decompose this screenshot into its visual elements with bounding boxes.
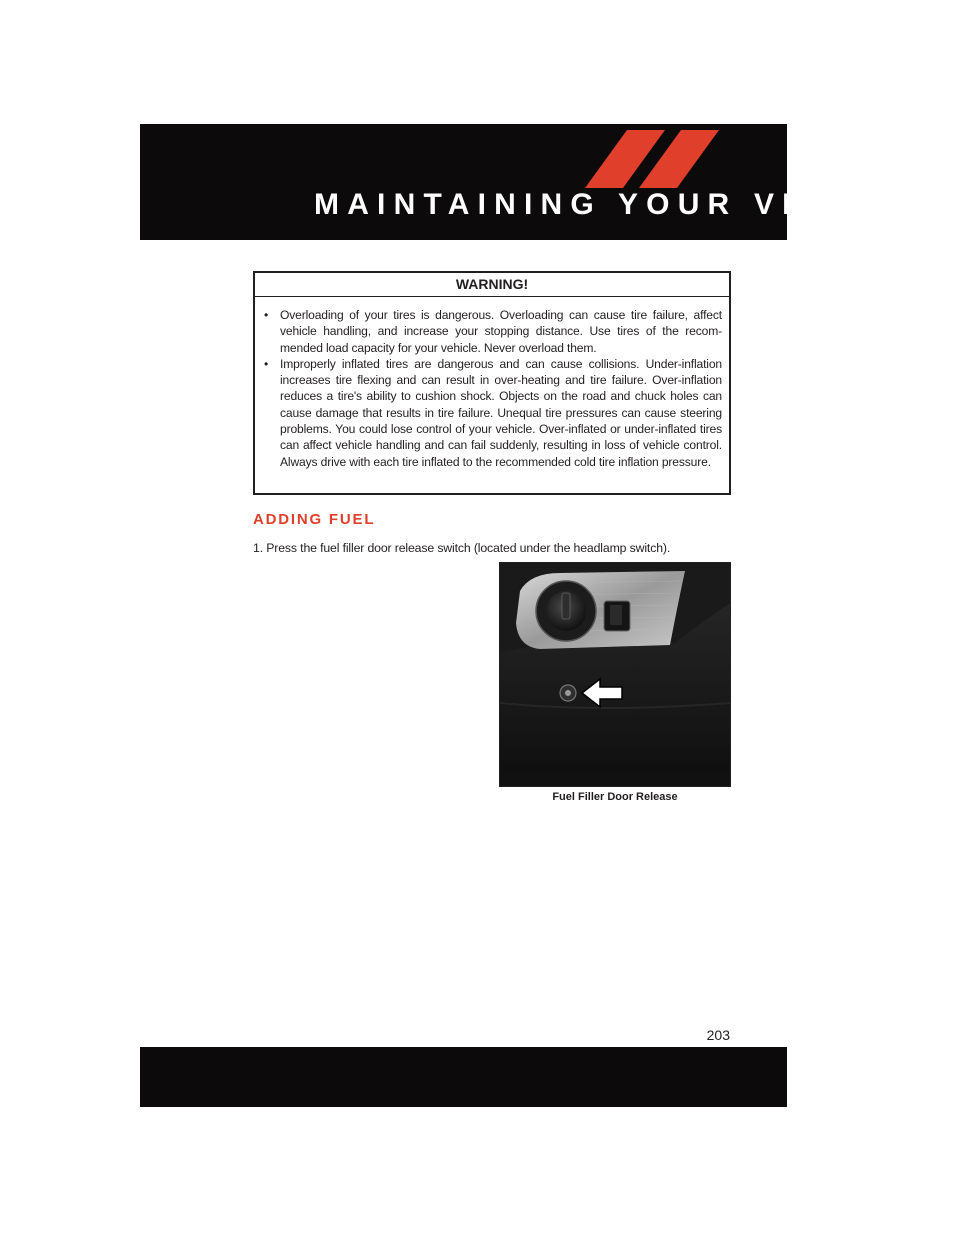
chapter-header-band bbox=[140, 124, 942, 240]
fuel-filler-door-release-photo bbox=[499, 562, 731, 787]
bullet-icon: • bbox=[264, 356, 269, 371]
warning-list bbox=[255, 297, 729, 470]
warning-item: • Improperly inflated tires are dangerous and can cause collisions. Under-inflation increases tire flexing and can result in over-heating and tire failure. Over-inflation reduces a tire's ability to cushion shock. Objects on the road and chuck holes can cause damage that results in tire failure. Unequal tire pressures can cause steering problems. You could lose control of your vehicle. Over-inflated or under-inflated tires can affect vehicle handling and can fail suddenly, resulting in loss of vehicle control. Always drive with each tire inflated to the recommended cold tire inflation pressure. bbox=[264, 356, 722, 469]
bullet-icon: • bbox=[264, 308, 269, 322]
section-title-adding-fuel: ADDING FUEL bbox=[253, 511, 376, 528]
brand-stripes-logo bbox=[585, 130, 725, 188]
step-1-text: 1. Press the fuel filler door release switch (located under the headlamp switch). bbox=[253, 541, 671, 555]
warning-title: WARNING! bbox=[255, 273, 729, 297]
chapter-title: MAINTAINING YOUR VEHICLE bbox=[314, 188, 942, 221]
page-number: 203 bbox=[706, 1027, 730, 1043]
warning-box bbox=[253, 271, 731, 495]
footer-band bbox=[140, 1047, 787, 1107]
figure-caption: Fuel Filler Door Release bbox=[552, 791, 678, 803]
warning-item: • Overloading of your tires is dangerous. Overloading can cause tire failure, affect vehicle handling, and increase your stopping distance. Use tires of the recom-mended load capacity for your vehicle. Never overload them. bbox=[264, 308, 722, 355]
